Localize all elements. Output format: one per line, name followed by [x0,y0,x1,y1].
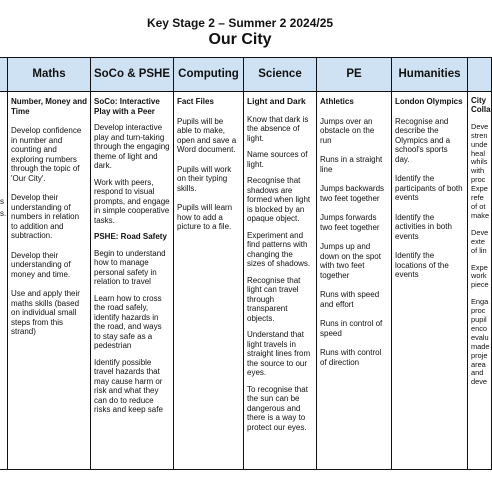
column-header-last [468,58,492,92]
computing-item: Pupils will work on their typing skills. [177,164,232,193]
science-item: Understand that light travels in straight lines from the source to our eyes. [247,330,311,377]
last-fragment: deve [471,377,488,387]
maths-item: Develop confidence in number and counting and exploring numbers through the topic of 'Our City'. [11,126,82,183]
pe-item: Jumps over an obstacle on the run [320,116,375,145]
computing-item: Pupils will learn how to add a picture to a file. [177,203,233,231]
column-header-soco-pshe: SoCo & PSHE [91,58,174,92]
last-fragment: enco [471,323,488,333]
science-item: Recognise that shadows are formed when light is blocked by an opaque object. [247,176,311,223]
last-fragment: Deve [471,121,489,131]
content-row [0,92,492,470]
last-fragment: with [471,166,485,176]
pshe-item: Learn how to cross the road safely, identify hazards in the road, and ways to stay safe as a pedestrian [94,293,162,350]
humanities-item: Identify the activities in both events [395,212,452,241]
last-fragment: stren [471,130,488,140]
last-fragment: of lin [471,245,487,255]
subject-header-row [0,58,492,92]
science-item: Recognise that light can travel through transparent objects. [247,275,301,323]
maths-item: Develop their understanding of numbers in relation to addition and subtraction. [11,193,80,240]
science-item: Experiment and find patterns with changing the sizes of shadows. [247,230,311,268]
maths-item: Develop their understanding of money and time. [11,250,71,279]
last-heading-line1: City [471,96,487,105]
pe-item: Jumps backwards two feet together [320,184,385,203]
soco-item: Work with peers, respond to visual prompts, and engage in simple cooperative tasks. [94,177,170,225]
pshe-heading: PSHE: Road Safety [94,232,167,241]
last-fragment: and [471,368,484,378]
last-block-3 [471,264,488,291]
maths-item: Use and apply their maths skills (based on individual small steps from this strand) [11,289,80,336]
last-fragment: make [471,210,490,220]
last-fragment: proje [471,350,488,360]
pshe-item: Identify possible travel hazards that may cause harm or risk and what they can do to reduce risks and keep safe [94,357,163,414]
last-fragment: whils [471,157,488,167]
last-block-1 [471,123,488,221]
topic-title: Our City [208,31,272,48]
last-fragment: evalu [471,332,489,342]
pshe-item: Begin to understand how to manage personal safety in relation to travel [94,248,166,286]
soco-heading: SoCo: Interactive Play with a Peer [94,97,160,116]
last-block-4 [471,298,488,387]
science-heading: Light and Dark [247,96,306,106]
column-header-pe: PE [317,58,392,92]
cell-humanities [392,92,468,470]
cell-maths [8,92,91,470]
last-fragment: Expe [471,184,488,194]
last-fragment: proc [471,175,486,185]
last-fragment: Deve [471,227,489,237]
last-fragment: exte [471,236,485,246]
first-fragment-2: s. [0,208,7,218]
soco-item: Develop interactive play and turn-taking through the engaging theme of light and dark. [94,123,170,170]
column-header-humanities: Humanities [392,58,468,92]
last-fragment: Expe [471,262,488,272]
humanities-item: Identify the locations of the events [395,251,449,279]
column-header-first [0,58,8,92]
cell-soco-pshe [91,92,174,470]
humanities-item: Identify the participants of both events [395,174,463,202]
last-fragment: area [471,359,486,369]
key-stage-term-line: Key Stage 2 – Summer 2 2024/25 [146,16,334,30]
pe-heading: Athletics [320,97,354,106]
last-fragment: proc [471,306,486,316]
last-heading-line2: Colla [471,104,491,114]
pe-item: Runs with control of direction [320,348,382,367]
page-header [0,0,480,56]
science-item: Name sources of light. [247,150,308,169]
last-fragment: piece [471,280,489,290]
last-fragment: unde [471,139,488,149]
pe-item: Runs in a straight line [320,155,383,174]
cell-pe [317,92,392,470]
pe-item: Runs with speed and effort [320,290,380,309]
cell-last [468,92,492,470]
science-item: Know that dark is the absence of light. [247,114,309,143]
last-fragment: of ot [471,201,486,211]
curriculum-table [0,57,492,470]
last-fragment: work [471,271,487,281]
last-fragment: Enga [471,297,489,307]
maths-heading: Number, Money and Time [11,97,88,116]
last-fragment: refe [471,193,484,203]
pe-item: Jumps up and down on the spot with two feet together [320,242,381,280]
last-block-2 [471,229,488,256]
humanities-heading: London Olympics [395,97,463,106]
cell-science [244,92,317,470]
cell-computing [174,92,244,470]
humanities-item: Recognise and describe the Olympics and a school's sports day. [395,116,451,164]
last-fragment: heal [471,148,485,158]
cell-first [0,92,8,470]
computing-heading: Fact Files [177,97,214,106]
column-header-maths: Maths [8,58,91,92]
science-item: To recognise that the sun can be dangerous and there is a way to protect our eyes. [247,384,308,432]
column-header-computing: Computing [174,58,244,92]
last-fragment: made [471,341,490,351]
computing-item: Pupils will be able to make, open and save a Word document. [177,116,237,154]
first-fragment-1: s [0,197,4,206]
pe-item: Jumps forwards two feet together [320,213,380,232]
last-fragment: pupil [471,315,487,325]
pe-item: Runs in control of speed [320,319,383,338]
column-header-science: Science [244,58,317,92]
